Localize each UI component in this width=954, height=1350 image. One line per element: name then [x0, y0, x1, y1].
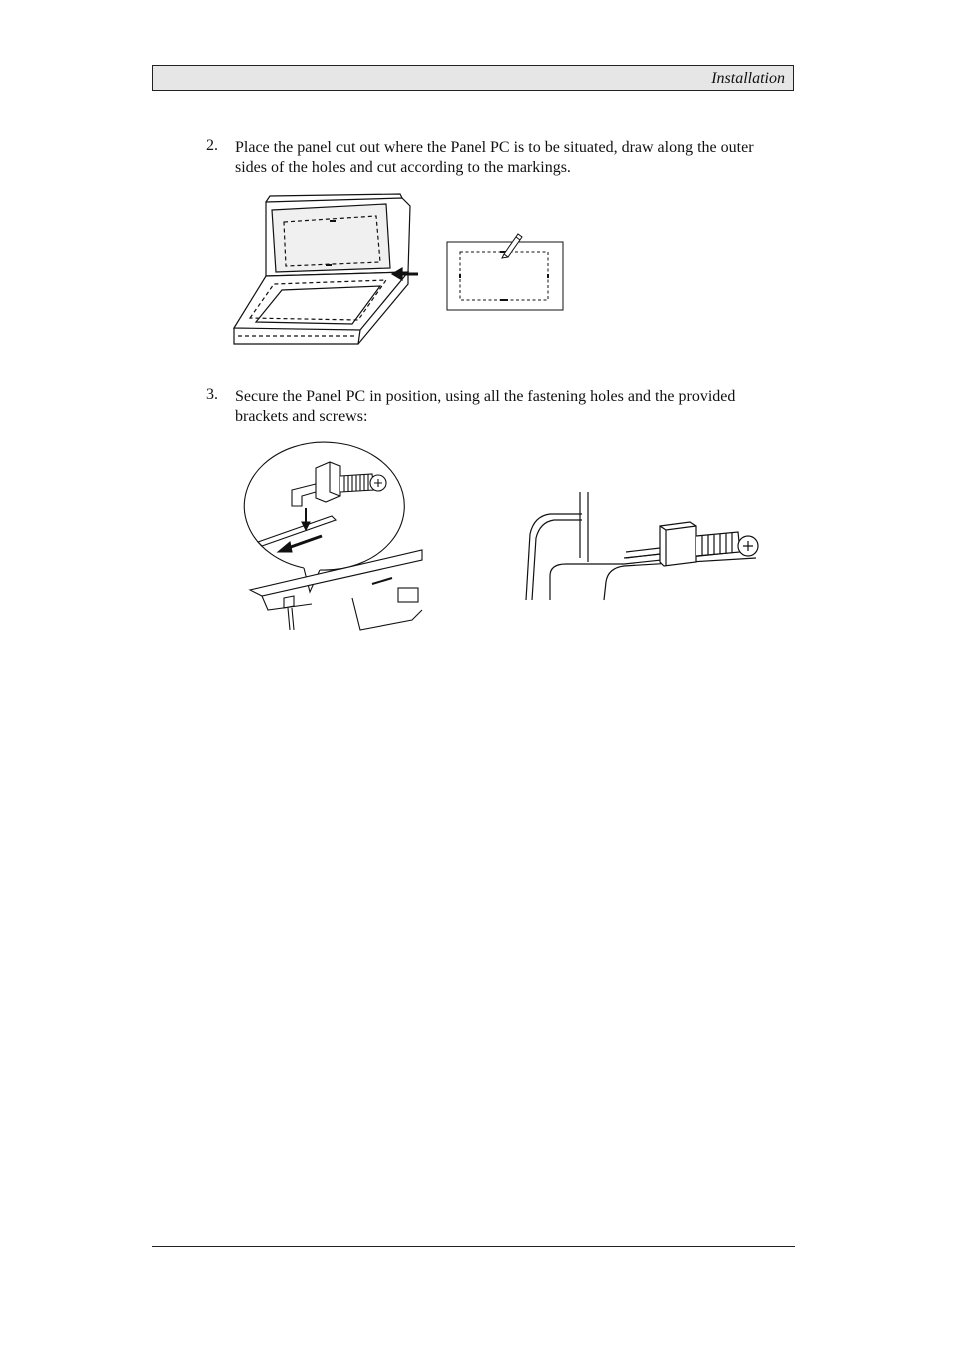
running-header [152, 65, 794, 91]
step-text: Secure the Panel PC in position, using all the fastening holes and the provided brackets and screws: [235, 388, 736, 425]
bracket-mounted-figure [520, 486, 764, 606]
section-title: Installation [711, 70, 785, 87]
step-text: Place the panel cut out where the Panel PC is to be situated, draw along the outer sides of the holes and cut according to the markings. [235, 139, 754, 176]
box-template-figure [230, 192, 430, 348]
footer-rule [152, 1246, 795, 1247]
bracket-detail-figure [232, 440, 428, 636]
step-number: 3. [206, 386, 218, 403]
step-number: 2. [206, 137, 218, 154]
marked-panel-figure [446, 226, 566, 312]
